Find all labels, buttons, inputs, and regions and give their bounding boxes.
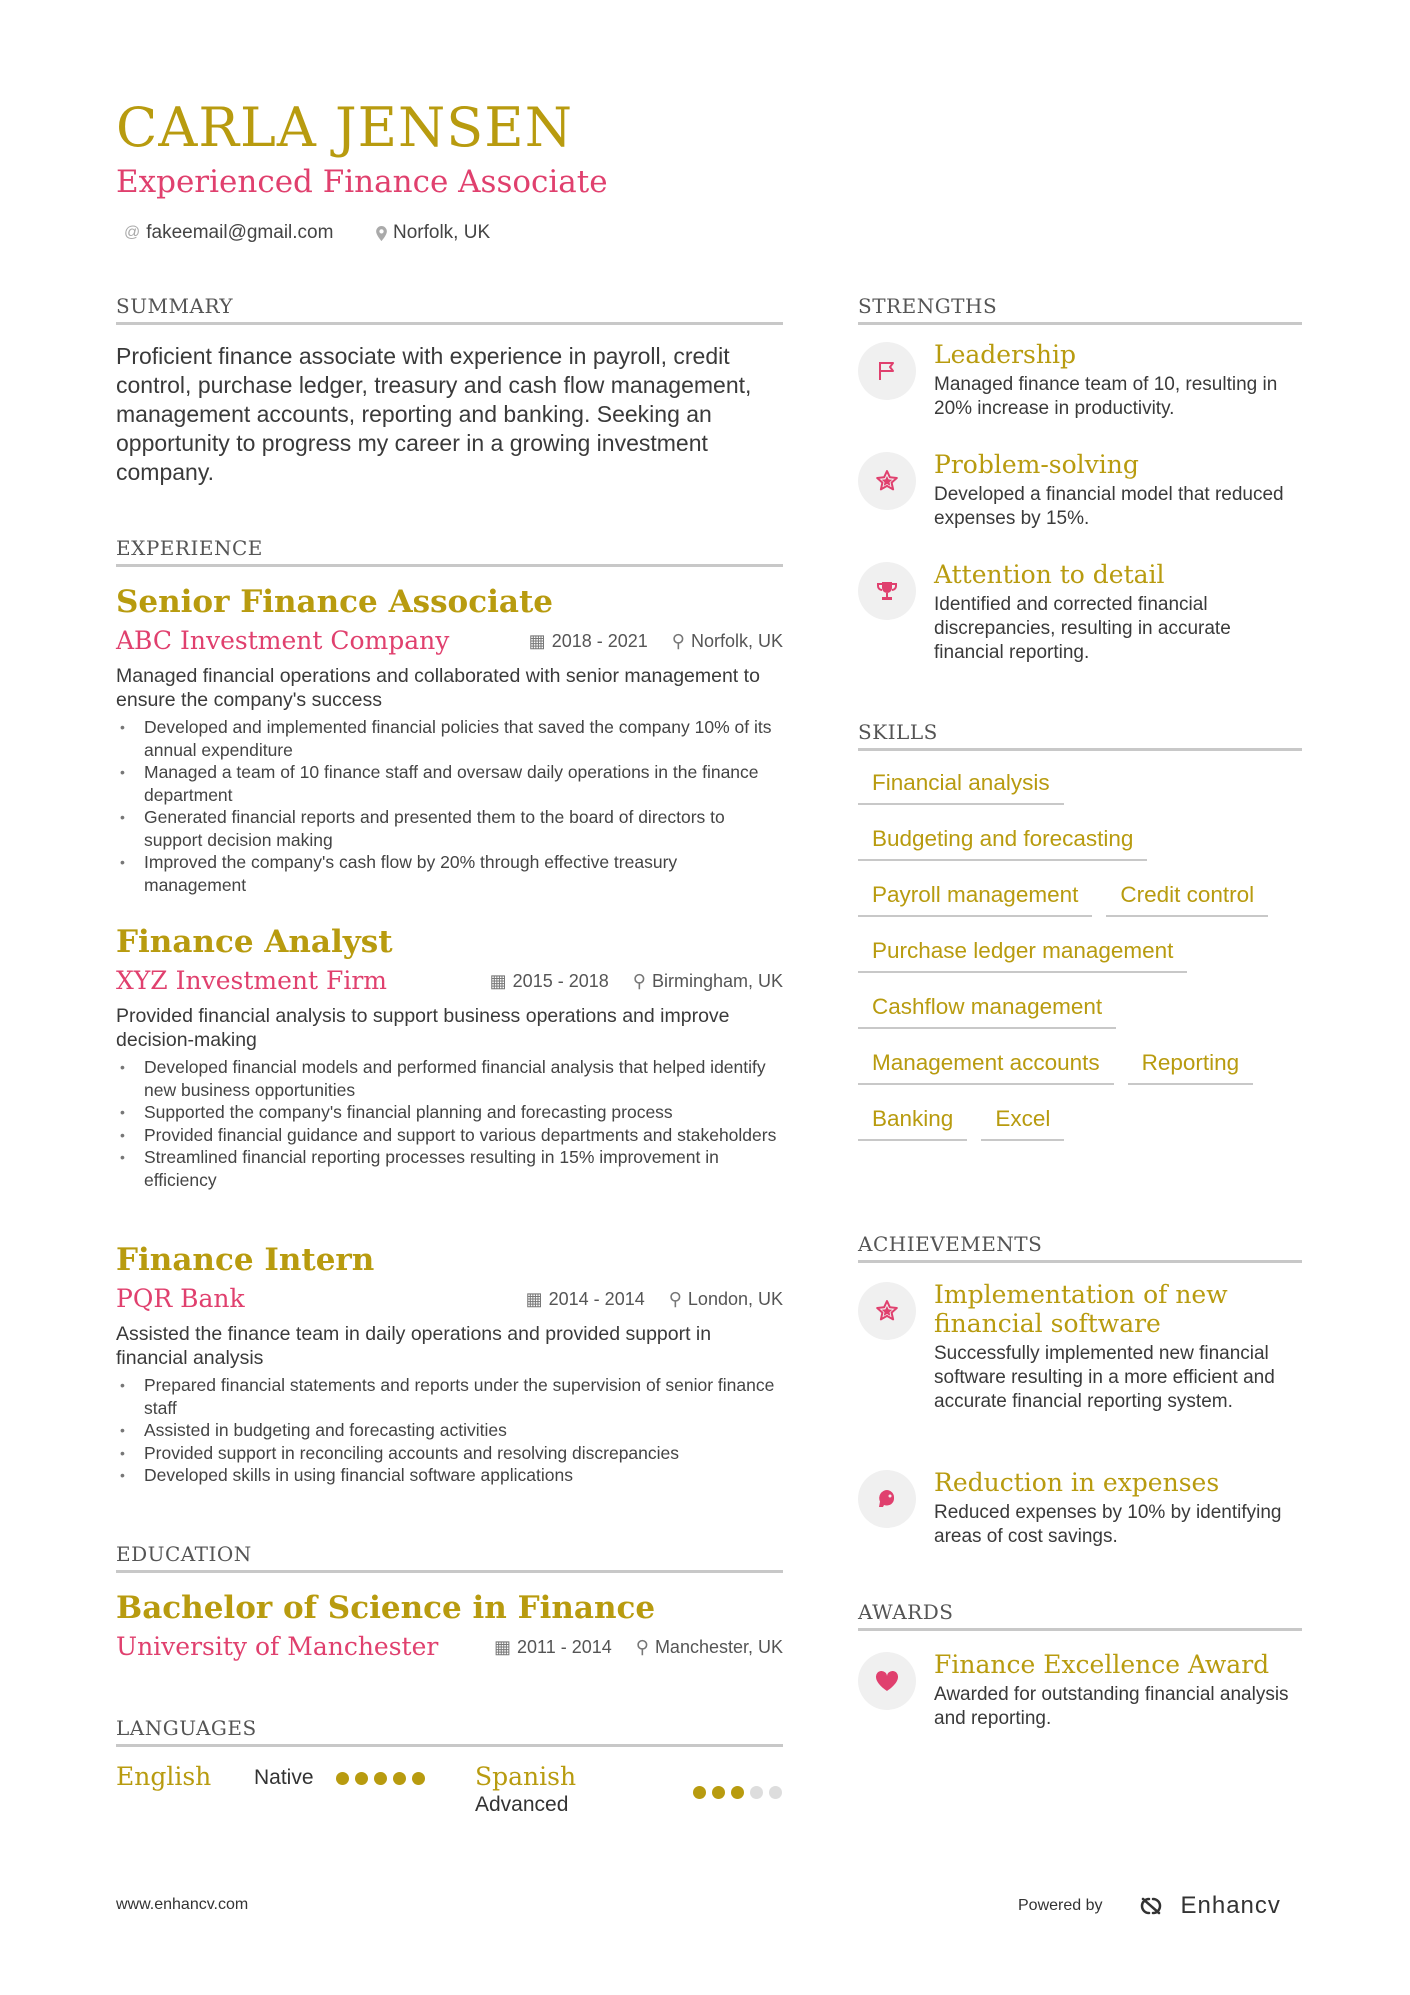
enhancv-logo	[1129, 1892, 1281, 1920]
experience-entry	[116, 922, 783, 1191]
job-location: ⚲ London, UK	[668, 1288, 783, 1309]
flag-icon	[858, 342, 916, 400]
job-bullets	[116, 1374, 783, 1487]
achievement-title: Reduction in expenses	[934, 1468, 1220, 1497]
section-heading-achievements: ACHIEVEMENTS	[858, 1232, 1302, 1263]
skill-row	[858, 990, 1308, 1029]
job-location: ⚲ Birmingham, UK	[632, 970, 783, 991]
list-item: • Supported the company's financial planning and forecasting process	[144, 1101, 783, 1124]
experience-entry	[116, 1240, 783, 1487]
rating-dot	[336, 1772, 349, 1785]
language-level: Native	[254, 1766, 314, 1789]
skill-tag: Excel	[981, 1102, 1064, 1141]
piggy-bank-icon	[858, 1470, 916, 1528]
location-pin-icon: ⚲	[671, 630, 685, 651]
section-heading-skills: SKILLS	[858, 720, 1302, 751]
education-location: ⚲ Manchester, UK	[635, 1636, 783, 1657]
achievement-item	[858, 1280, 1302, 1414]
skill-tag: Banking	[858, 1102, 967, 1141]
heart-icon	[858, 1652, 916, 1710]
list-item: • Developed financial models and performed financial analysis that helped identify new business opportunities	[144, 1056, 783, 1101]
job-description: Managed financial operations and collaborated with senior management to ensure the company's success	[116, 665, 760, 711]
achievement-desc: Reduced expenses by 10% by identifying areas of cost savings.	[934, 1502, 1282, 1547]
rating-dot	[412, 1772, 425, 1785]
strength-title: Leadership	[934, 340, 1076, 369]
job-bullets	[116, 716, 783, 896]
skill-tag: Management accounts	[858, 1046, 1114, 1085]
language-name: English	[116, 1762, 212, 1791]
skill-row	[858, 934, 1308, 973]
list-item: • Managed a team of 10 finance staff and oversaw daily operations in the finance department	[144, 761, 783, 806]
list-item: • Generated financial reports and presented them to the board of directors to support decision making	[144, 806, 783, 851]
award-item	[858, 1650, 1302, 1731]
section-heading-awards: AWARDS	[858, 1600, 1302, 1631]
achievement-title: Implementation of new financial software	[934, 1280, 1228, 1338]
summary-text: Proficient finance associate with experience in payroll, credit control, purchase ledger, treasury and cash flow management, management accounts, reporting and banking. Seeking an opportunity to progress my career in a growing investment company.	[116, 343, 752, 485]
enhancv-logo-icon	[1129, 1895, 1173, 1917]
skill-row	[858, 822, 1308, 861]
calendar-icon: ▦	[489, 970, 507, 991]
calendar-icon: ▦	[493, 1636, 511, 1657]
star-icon	[858, 452, 916, 510]
powered-by-text: Powered by	[1018, 1897, 1103, 1914]
language-level: Advanced	[475, 1793, 569, 1816]
degree-title: Bachelor of Science in Finance	[116, 1590, 656, 1626]
education-dates: ▦ 2011 - 2014	[493, 1636, 612, 1657]
strength-title: Attention to detail	[934, 560, 1165, 589]
award-title: Finance Excellence Award	[934, 1650, 1270, 1679]
contact-location	[376, 222, 490, 244]
achievement-item	[858, 1468, 1302, 1549]
skills-list	[858, 766, 1308, 1158]
candidate-name: CARLA JENSEN	[116, 96, 573, 159]
skill-row	[858, 1102, 1308, 1141]
contact-email[interactable]	[124, 222, 333, 244]
job-dates: ▦ 2018 - 2021	[528, 630, 648, 651]
star-icon	[858, 1282, 916, 1340]
rating-dot	[393, 1772, 406, 1785]
job-dates: ▦ 2014 - 2014	[525, 1288, 645, 1309]
list-item: • Developed and implemented financial policies that saved the company 10% of its annual expenditure	[144, 716, 783, 761]
skill-tag: Cashflow management	[858, 990, 1116, 1029]
strength-desc: Identified and corrected financial discrepancies, resulting in accurate financial reporting.	[934, 594, 1231, 663]
section-heading-summary: SUMMARY	[116, 294, 783, 325]
location-pin-icon: ⚲	[635, 1636, 649, 1657]
job-location: ⚲ Norfolk, UK	[671, 630, 783, 651]
list-item: • Streamlined financial reporting processes resulting in 15% improvement in efficiency	[144, 1146, 783, 1191]
rating-dot	[712, 1786, 725, 1799]
list-item: • Prepared financial statements and reports under the supervision of senior finance staff	[144, 1374, 783, 1419]
job-dates: ▦ 2015 - 2018	[489, 970, 609, 991]
strength-desc: Developed a financial model that reduced expenses by 15%.	[934, 484, 1284, 529]
rating-dot	[750, 1786, 763, 1799]
company-name: XYZ Investment Firm	[116, 966, 387, 995]
footer-branding[interactable]	[1018, 1892, 1281, 1920]
award-desc: Awarded for outstanding financial analysis and reporting.	[934, 1684, 1289, 1729]
skill-row	[858, 878, 1308, 917]
section-heading-education: EDUCATION	[116, 1542, 783, 1573]
rating-dot	[769, 1786, 782, 1799]
list-item: • Provided financial guidance and support to various departments and stakeholders	[144, 1124, 783, 1147]
skill-tag: Financial analysis	[858, 766, 1064, 805]
skill-tag: Credit control	[1106, 878, 1268, 917]
rating-dot	[355, 1772, 368, 1785]
enhancv-brand-text: Enhancv	[1180, 1892, 1281, 1919]
rating-dot	[374, 1772, 387, 1785]
section-heading-experience: EXPERIENCE	[116, 536, 783, 567]
list-item: • Developed skills in using financial software applications	[144, 1464, 783, 1487]
location-pin-icon: ⚲	[632, 970, 646, 991]
skill-tag: Purchase ledger management	[858, 934, 1187, 973]
education-entry	[116, 1588, 783, 1664]
company-name: PQR Bank	[116, 1284, 245, 1313]
company-name: ABC Investment Company	[116, 626, 450, 655]
language-name: Spanish	[475, 1762, 577, 1791]
strength-item	[858, 560, 1302, 665]
calendar-icon: ▦	[525, 1288, 543, 1309]
job-description: Assisted the finance team in daily operations and provided support in financial analysis	[116, 1323, 712, 1369]
section-heading-strengths: STRENGTHS	[858, 294, 1302, 325]
strength-item	[858, 450, 1302, 531]
list-item: • Provided support in reconciling accounts and resolving discrepancies	[144, 1442, 783, 1465]
location-pin-icon	[376, 226, 387, 241]
skill-row	[858, 766, 1308, 805]
job-bullets	[116, 1056, 783, 1191]
calendar-icon: ▦	[528, 630, 546, 651]
language-rating	[693, 1786, 782, 1799]
school-name: University of Manchester	[116, 1632, 439, 1661]
location-pin-icon: ⚲	[668, 1288, 682, 1309]
skill-tag: Budgeting and forecasting	[858, 822, 1147, 861]
location-text: Norfolk, UK	[393, 222, 491, 243]
list-item: • Assisted in budgeting and forecasting activities	[144, 1419, 783, 1442]
languages-list	[116, 1762, 783, 1822]
achievement-desc: Successfully implemented new financial software resulting in a more efficient and accurate financial reporting system.	[934, 1343, 1275, 1412]
job-title: Senior Finance Associate	[116, 584, 553, 620]
email-text: fakeemail@gmail.com	[146, 222, 334, 243]
strength-item	[858, 340, 1302, 421]
language-rating	[336, 1772, 425, 1785]
job-description: Provided financial analysis to support business operations and improve decision-making	[116, 1005, 730, 1051]
rating-dot	[693, 1786, 706, 1799]
skill-row	[858, 1046, 1308, 1085]
skill-tag: Payroll management	[858, 878, 1092, 917]
rating-dot	[731, 1786, 744, 1799]
job-title: Finance Intern	[116, 1242, 375, 1278]
strength-desc: Managed finance team of 10, resulting in 20% increase in productivity.	[934, 374, 1278, 419]
candidate-title: Experienced Finance Associate	[116, 164, 608, 200]
strength-title: Problem-solving	[934, 450, 1139, 479]
list-item: • Improved the company's cash flow by 20% through effective treasury management	[144, 851, 783, 896]
skill-tag: Reporting	[1128, 1046, 1254, 1085]
section-heading-languages: LANGUAGES	[116, 1716, 783, 1747]
trophy-icon	[858, 562, 916, 620]
experience-entry	[116, 582, 783, 896]
footer-website-link[interactable]: www.enhancv.com	[116, 1896, 249, 1913]
job-title: Finance Analyst	[116, 924, 393, 960]
at-icon: @	[124, 224, 141, 241]
